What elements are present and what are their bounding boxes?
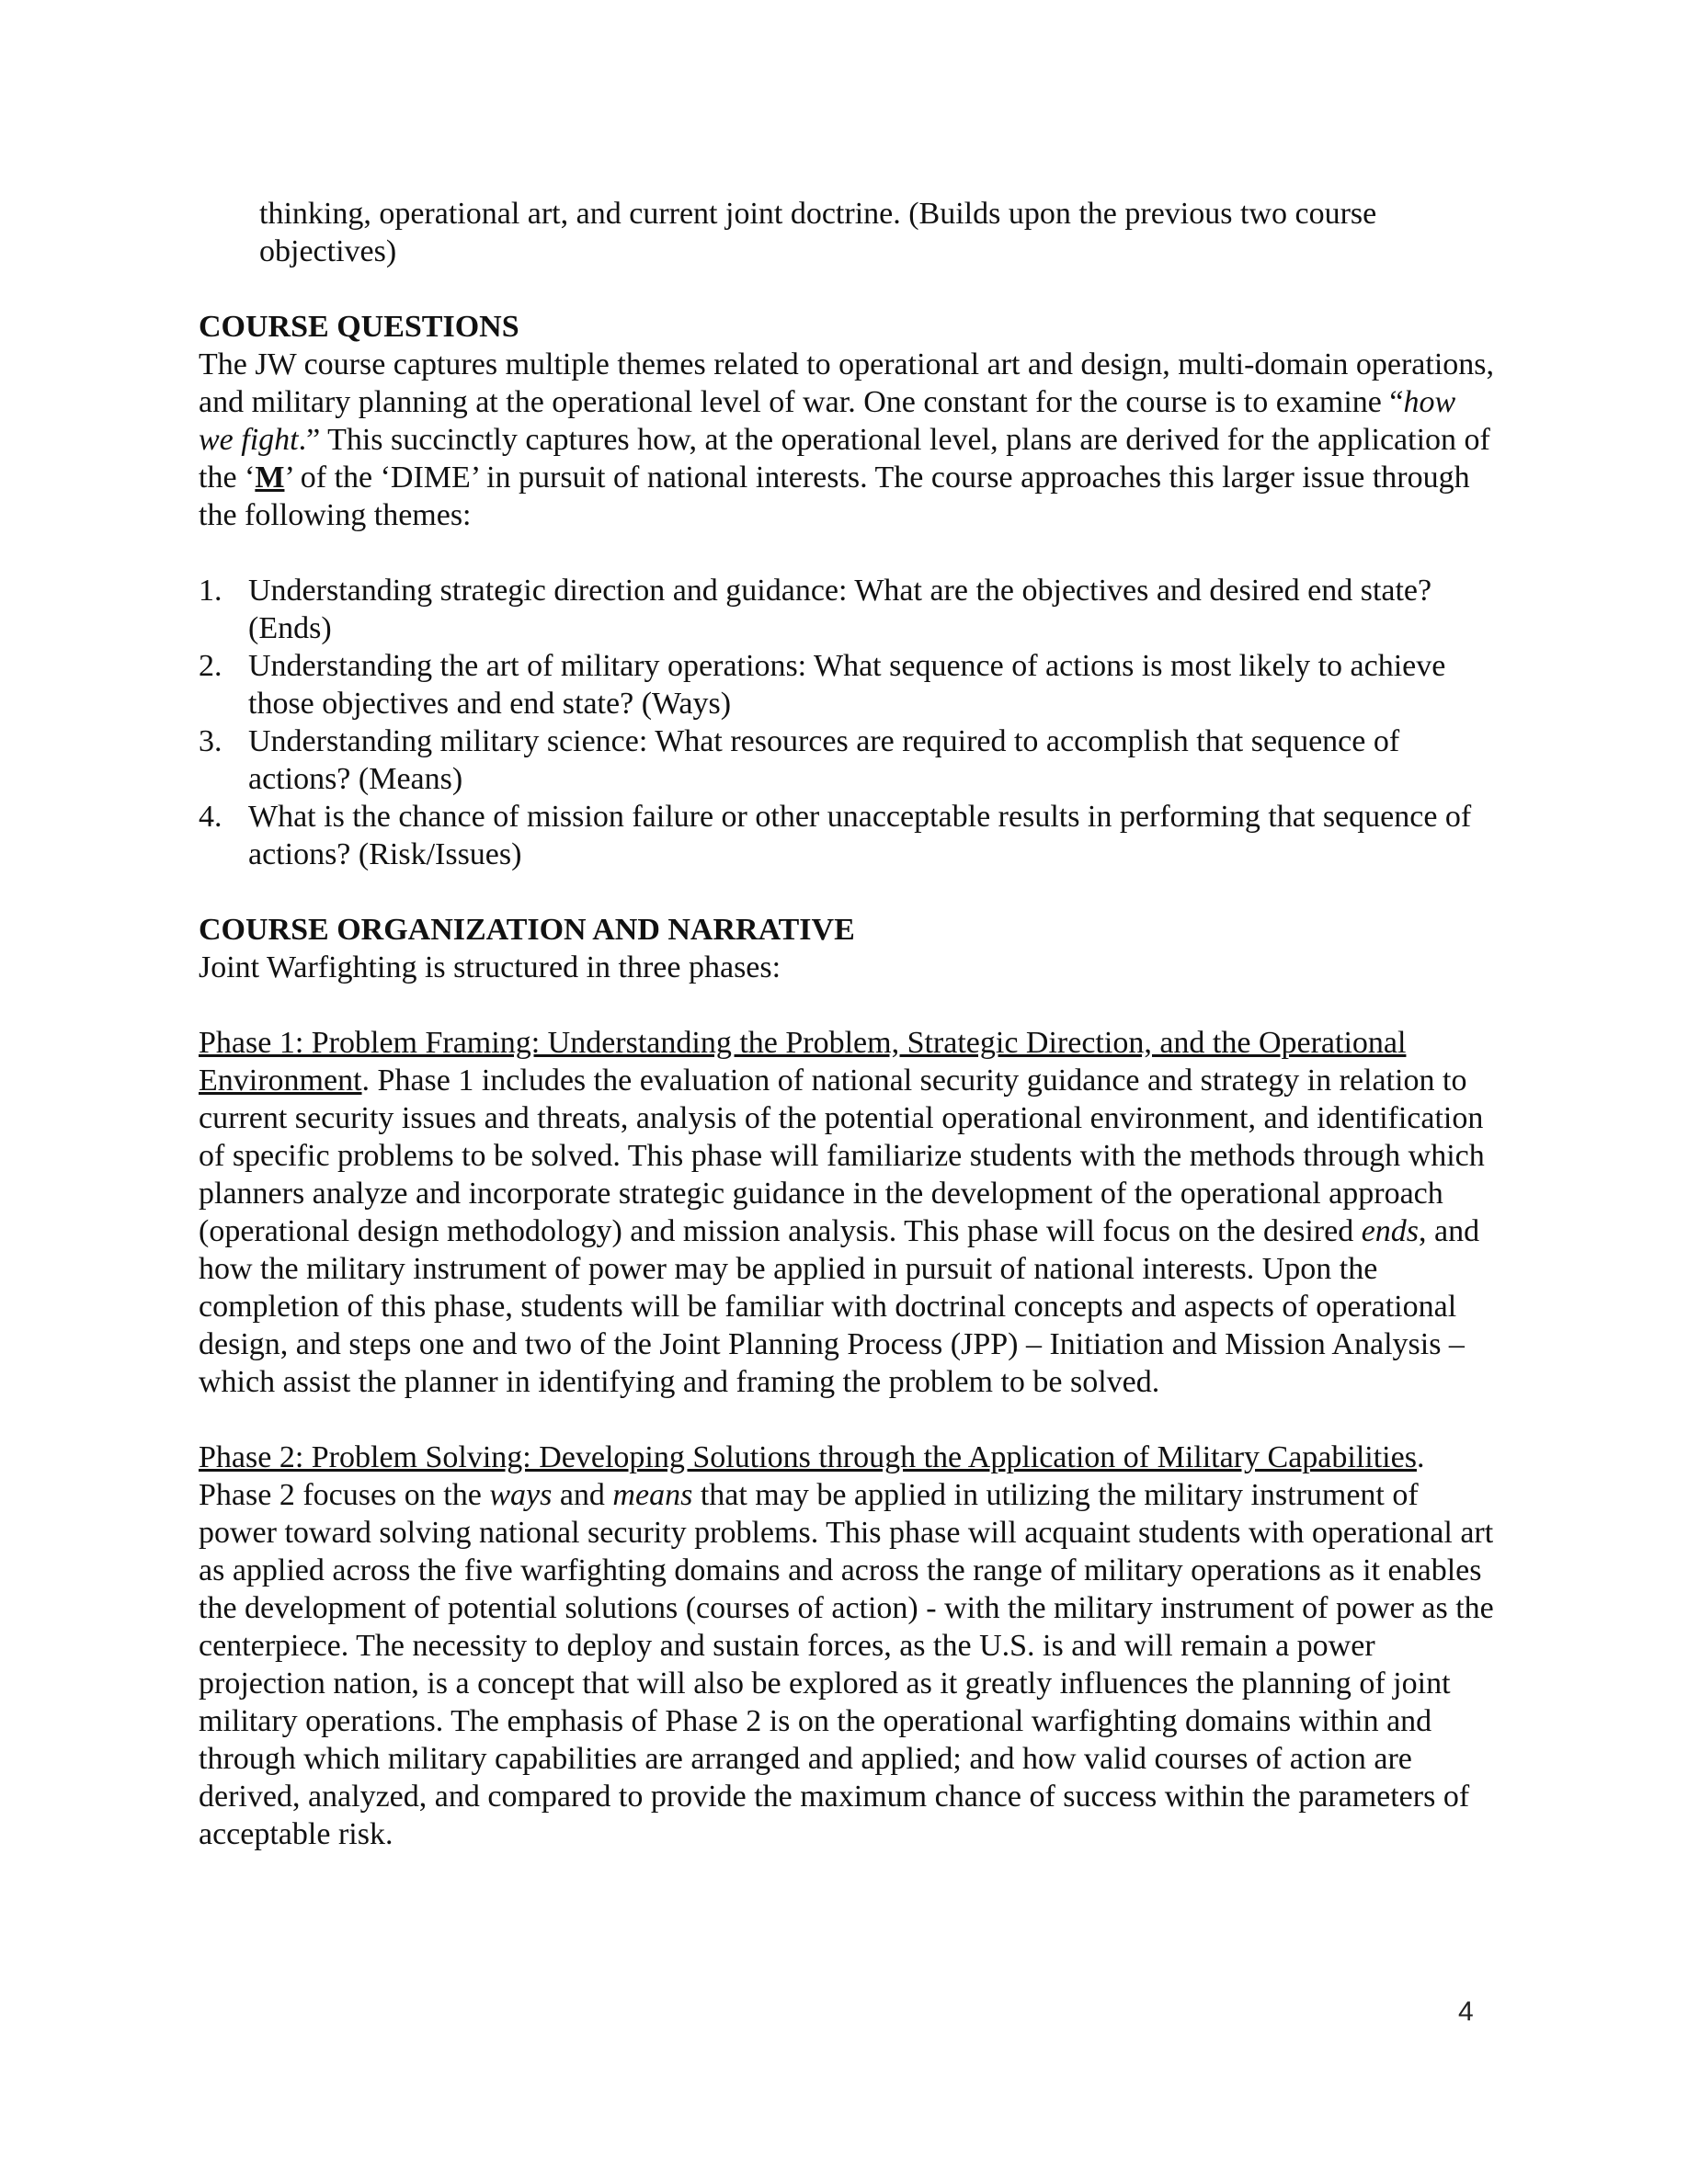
list-item-number: 4. xyxy=(199,800,222,834)
how-we-fight-phrase: how we fight xyxy=(199,385,1456,457)
list-item-number: 3. xyxy=(199,724,222,758)
list-item-text: Understanding strategic direction and guidance: What are the objectives and desired end state? (Ends) xyxy=(248,574,1432,645)
dime-m-letter: M xyxy=(255,461,285,495)
phase2-text-a: . Phase 2 focuses on the xyxy=(199,1440,1425,1512)
ends-word: ends xyxy=(1361,1214,1420,1248)
intro-continuation: thinking, operational art, and current joint doctrine. (Builds upon the previous two course objectives) xyxy=(259,197,1377,268)
page-number: 4 xyxy=(1458,1996,1474,2027)
spacer xyxy=(199,986,1495,1024)
list-item-text: Understanding the art of military operations: What sequence of actions is most likely to achieve those objectives and end state? (Ways) xyxy=(248,649,1446,721)
list-item-text: What is the chance of mission failure or other unacceptable results in performing that sequence of actions? (Risk/Issues) xyxy=(248,800,1472,871)
phase2-and: and xyxy=(552,1478,613,1512)
list-item xyxy=(199,798,1495,873)
phase2-paragraph xyxy=(199,1439,1495,1853)
course-organization-heading: COURSE ORGANIZATION AND NARRATIVE xyxy=(199,913,855,947)
phase2-title: Phase 2: Problem Solving: Developing Solutions through the Application of Military Capabilities xyxy=(199,1440,1417,1474)
list-item-number: 2. xyxy=(199,649,222,683)
ways-word: ways xyxy=(489,1478,553,1512)
list-item-text: Understanding military science: What resources are required to accomplish that sequence of actions? (Means) xyxy=(248,724,1400,796)
list-item xyxy=(199,722,1495,798)
phase1-text-b: , and how the military instrument of power may be applied in pursuit of national interests. Upon the completion of this phase, students will be familiar with doctrinal concepts and aspects of operational design, and steps one and two of the Joint Planning Process (JPP) – Initiation and Mission Analysis – which assist the planner in identifying and framing the problem to be solved. xyxy=(199,1214,1480,1399)
phase1-text-a: . Phase 1 includes the evaluation of national security guidance and strategy in relation to current security issues and threats, analysis of the potential operational environment, and identification of specific problems to be solved. This phase will familiarize students with the methods through which planners analyze and incorporate strategic guidance in the development of the operational approach (operational design methodology) and mission analysis. This phase will focus on the desired xyxy=(199,1064,1485,1248)
course-questions-text-b: .” This succinctly captures how, at the operational level, plans are derived for the application of the ‘ xyxy=(199,423,1490,495)
course-questions-text-a: The JW course captures multiple themes related to operational art and design, multi-domain operations, and military planning at the operational level of war. One constant for the course is to examine “ xyxy=(199,347,1495,419)
themes-list xyxy=(199,572,1495,873)
list-item xyxy=(199,572,1495,647)
list-item xyxy=(199,647,1495,722)
phase1-title: Phase 1: Problem Framing: Understanding the Problem, Strategic Direction, and the Operational Environment xyxy=(199,1026,1407,1098)
phase2-text-b: that may be applied in utilizing the military instrument of power toward solving national security problems. This phase will acquaint students with operational art as applied across the five warfighting domains and across the range of military operations as it enables the development of potential solutions (courses of action) - with the military instrument of power as the centerpiece. The necessity to deploy and sustain forces, as the U.S. is and will remain a power projection nation, is a concept that will also be explored as it greatly influences the planning of joint military operations. The emphasis of Phase 2 is on the operational warfighting domains within and through which military capabilities are arranged and applied; and how valid courses of action are derived, analyzed, and compared to provide the maximum chance of success within the parameters of acceptable risk. xyxy=(199,1478,1494,1851)
means-word: means xyxy=(612,1478,693,1512)
page-content xyxy=(199,195,1495,1853)
course-questions-paragraph xyxy=(199,346,1495,534)
spacer xyxy=(199,1401,1495,1439)
course-questions-text-c: ’ of the ‘DIME’ in pursuit of national interests. The course approaches this larger issue through the following themes: xyxy=(199,461,1470,532)
list-item-number: 1. xyxy=(199,574,222,608)
course-questions-heading: COURSE QUESTIONS xyxy=(199,310,519,344)
phase1-paragraph xyxy=(199,1024,1495,1401)
course-organization-intro: Joint Warfighting is structured in three phases: xyxy=(199,950,781,984)
